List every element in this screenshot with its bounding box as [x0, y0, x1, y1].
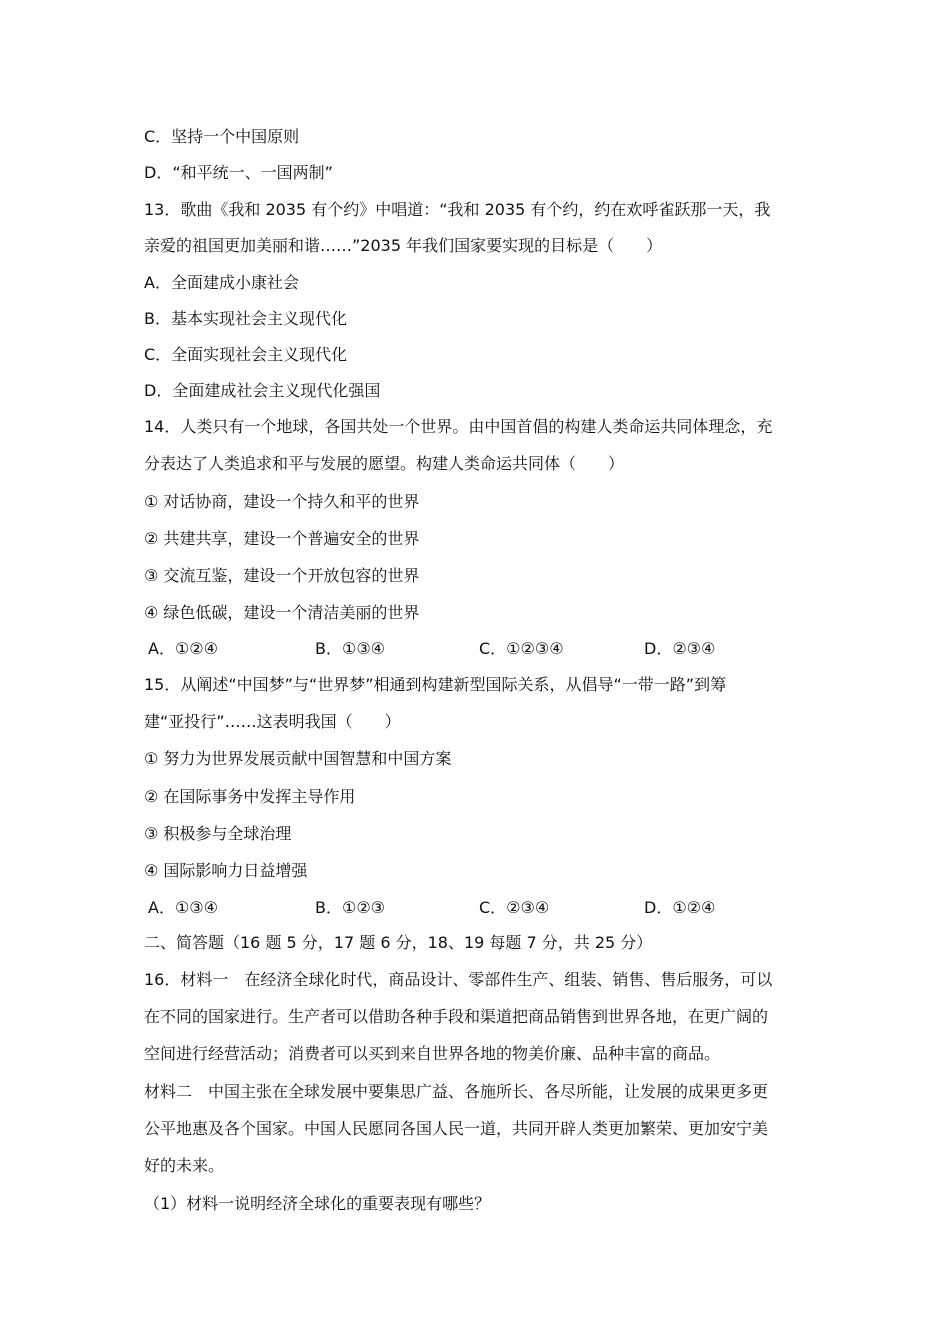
q16-material-2-line-2: 公平地惠及各个国家。中国人民愿同各国人民一道，共同开辟人类更加繁荣、更加安宁美	[144, 1119, 769, 1138]
q15-option-a: A．①③④	[148, 898, 218, 917]
q15-item-4: ④ 国际影响力日益增强	[144, 861, 308, 880]
q15-option-b: B．①②③	[315, 898, 386, 917]
q16-material-1-line-2: 在不同的国家进行。生产者可以借助各种手段和渠道把商品销售到世界各地，在更广阔的	[144, 1007, 769, 1026]
q16-material-2-line-1: 材料二 中国主张在全球发展中要集思广益、各施所长、各尽所能，让发展的成果更多更	[144, 1082, 769, 1101]
q15-item-1: ① 努力为世界发展贡献中国智慧和中国方案	[144, 749, 452, 768]
q16-subquestion-1: （1）材料一说明经济全球化的重要表现有哪些？	[144, 1194, 491, 1213]
q14-option-a: A．①②④	[148, 639, 218, 658]
q13-option-c: C．全面实现社会主义现代化	[144, 345, 348, 364]
q15-stem-line-1: 15．从阐述“中国梦”与“世界梦”相通到构建新型国际关系，从倡导“一带一路”到筹	[144, 675, 727, 694]
q15-item-2: ② 在国际事务中发挥主导作用	[144, 787, 356, 806]
q12-option-d: D．“和平统一、一国两制”	[144, 163, 333, 182]
q14-option-b: B．①③④	[315, 639, 386, 658]
q13-stem-line-1: 13．歌曲《我和 2035 有个约》中唱道：“我和 2035 有个约，约在欢呼雀跃那一天，我	[144, 200, 771, 219]
q16-material-1-line-3: 空间进行经营活动；消费者可以买到来自世界各地的物美价廉、品种丰富的商品。	[144, 1044, 721, 1063]
q15-stem-line-2: 建“亚投行”……这表明我国（ ）	[144, 712, 401, 731]
q13-option-b: B．基本实现社会主义现代化	[144, 309, 347, 328]
section-heading: 二、简答题（16 题 5 分，17 题 6 分，18、19 每题 7 分，共 25 分）	[144, 933, 653, 952]
q15-option-d: D．①②④	[644, 898, 716, 917]
q13-option-d: D．全面建成社会主义现代化强国	[144, 381, 381, 400]
q12-option-c: C．坚持一个中国原则	[144, 127, 300, 146]
q14-option-d: D．②③④	[644, 639, 716, 658]
q15-option-c: C．②③④	[479, 898, 550, 917]
q16-material-2-line-3: 好的未来。	[144, 1156, 225, 1175]
q13-stem-line-2: 亲爱的祖国更加美丽和谐……”2035 年我们国家要实现的目标是（ ）	[144, 236, 663, 255]
q14-stem-line-2: 分表达了人类追求和平与发展的愿望。构建人类命运共同体（ ）	[144, 454, 625, 473]
q14-stem-line-1: 14．人类只有一个地球，各国共处一个世界。由中国首倡的构建人类命运共同体理念，充	[144, 417, 773, 436]
q13-option-a: A．全面建成小康社会	[144, 273, 299, 292]
q14-item-2: ② 共建共享，建设一个普遍安全的世界	[144, 529, 420, 548]
q16-material-1-line-1: 16．材料一 在经济全球化时代，商品设计、零部件生产、组装、销售、售后服务，可以	[144, 970, 773, 989]
q14-item-4: ④ 绿色低碳，建设一个清洁美丽的世界	[144, 603, 420, 622]
q15-item-3: ③ 积极参与全球治理	[144, 824, 292, 843]
q14-option-c: C．①②③④	[479, 639, 564, 658]
q14-item-3: ③ 交流互鉴，建设一个开放包容的世界	[144, 566, 420, 585]
q14-item-1: ① 对话协商，建设一个持久和平的世界	[144, 492, 420, 511]
